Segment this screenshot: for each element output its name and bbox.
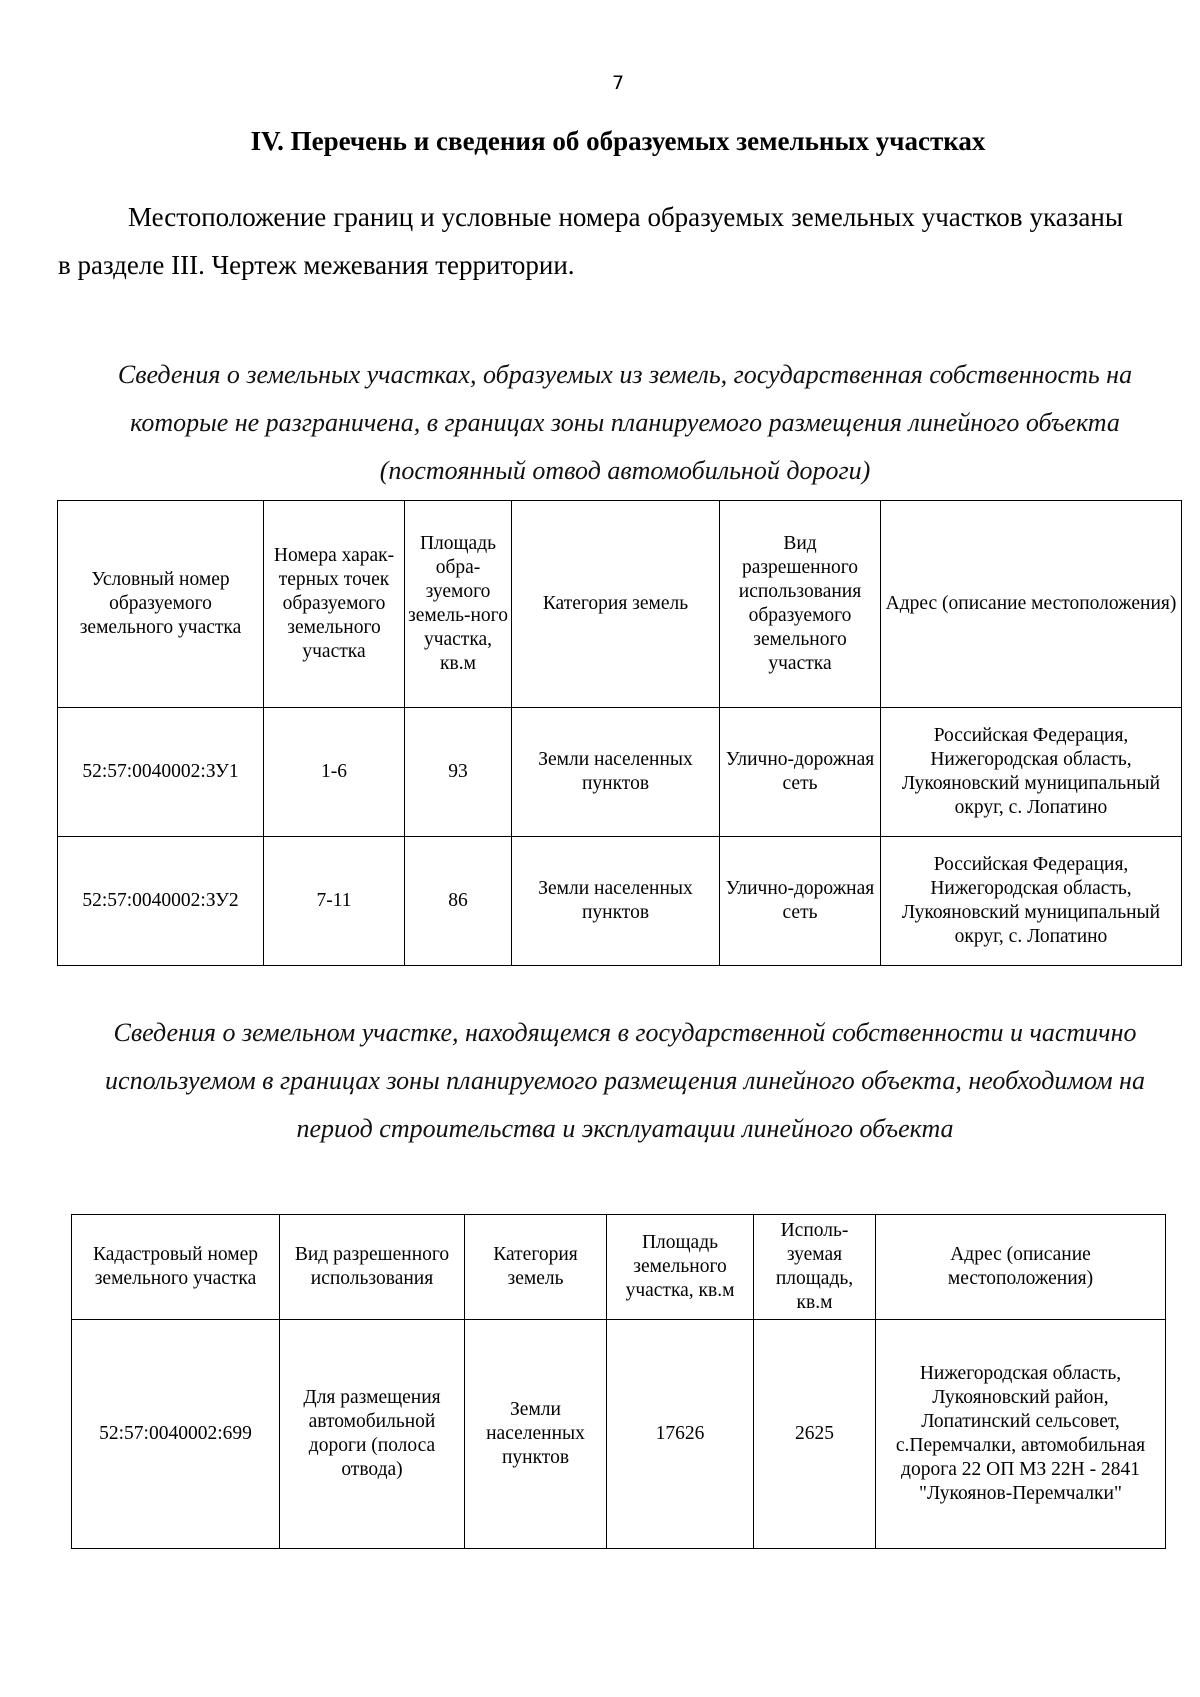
table1-caption: Сведения о земельных участках, образуемых из земель, государственная собственность на которые не разграничена, в границах зоны планируемого размещения линейного объекта (постоянный отвод автомобильной дороги)	[117, 360, 1133, 485]
land-category-cell: Земли населенных пунктов	[512, 837, 720, 966]
land-category-cell: Земли населенных пунктов	[512, 708, 720, 837]
table-header-row	[58, 501, 1182, 708]
address-cell: Российская Федерация, Нижегородская область, Лукояновский муниципальный округ, с. Лопатино	[881, 837, 1182, 966]
points-cell: 1-6	[264, 708, 405, 837]
header-cell: Площадь земельного участка, кв.м	[607, 1215, 754, 1320]
state-owned-plot-table	[71, 1214, 1166, 1549]
used-area-cell: 2625	[754, 1320, 876, 1549]
table2-caption: Сведения о земельном участке, находящемся в государственной собственности и частично используемом в границах зоны планируемого размещения линейного объекта, необходимом на период строительства и эксплуатации линейного объекта	[105, 1018, 1145, 1143]
section-heading: IV. Перечень и сведения об образуемых земельных участках	[250, 126, 986, 156]
page-number: 7	[611, 72, 625, 94]
plot-number-cell: 52:57:0040002:ЗУ2	[58, 837, 264, 966]
plot-area-cell: 17626	[607, 1320, 754, 1549]
table-row	[58, 708, 1182, 837]
area-cell: 93	[405, 708, 512, 837]
header-cell: Номера харак-терных точек образуемого земельного участка	[264, 501, 405, 708]
header-cell: Условный номер образуемого земельного участка	[58, 501, 264, 708]
permitted-use-cell: Для размещения автомобильной дороги (полоса отвода)	[280, 1320, 465, 1549]
permitted-use-cell: Улично-дорожная сеть	[720, 837, 881, 966]
permitted-use-cell: Улично-дорожная сеть	[720, 708, 881, 837]
address-cell: Нижегородская область, Лукояновский район, Лопатинский сельсовет, с.Перемчалки, автомобильная дорога 22 ОП МЗ 22Н - 2841 "Лукоянов-Перемчалки"	[876, 1320, 1166, 1549]
area-cell: 86	[405, 837, 512, 966]
header-cell: Адрес (описание местоположения)	[876, 1215, 1166, 1320]
land-category-cell: Земли населенных пунктов	[465, 1320, 607, 1549]
address-cell: Российская Федерация, Нижегородская область, Лукояновский муниципальный округ, с. Лопатино	[881, 708, 1182, 837]
header-cell: Исполь-зуемая площадь, кв.м	[754, 1215, 876, 1320]
table-row	[58, 837, 1182, 966]
header-cell: Площадь обра-зуемого земель-ного участка, кв.м	[405, 501, 512, 708]
formed-plots-table	[57, 500, 1182, 966]
header-cell: Вид разрешенного использования	[280, 1215, 465, 1320]
cadastral-number-cell: 52:57:0040002:699	[72, 1320, 280, 1549]
points-cell: 7-11	[264, 837, 405, 966]
intro-paragraph: Местоположение границ и условные номера образуемых земельных участков указаны в разделе III. Чертеж межевания территории.	[58, 202, 1123, 280]
header-cell: Адрес (описание местоположения)	[881, 501, 1182, 708]
header-cell: Вид разрешенного использования образуемого земельного участка	[720, 501, 881, 708]
table-header-row	[72, 1215, 1166, 1320]
header-cell: Категория земель	[465, 1215, 607, 1320]
header-cell: Категория земель	[512, 501, 720, 708]
plot-number-cell: 52:57:0040002:ЗУ1	[58, 708, 264, 837]
header-cell: Кадастровый номер земельного участка	[72, 1215, 280, 1320]
table-row	[72, 1320, 1166, 1549]
